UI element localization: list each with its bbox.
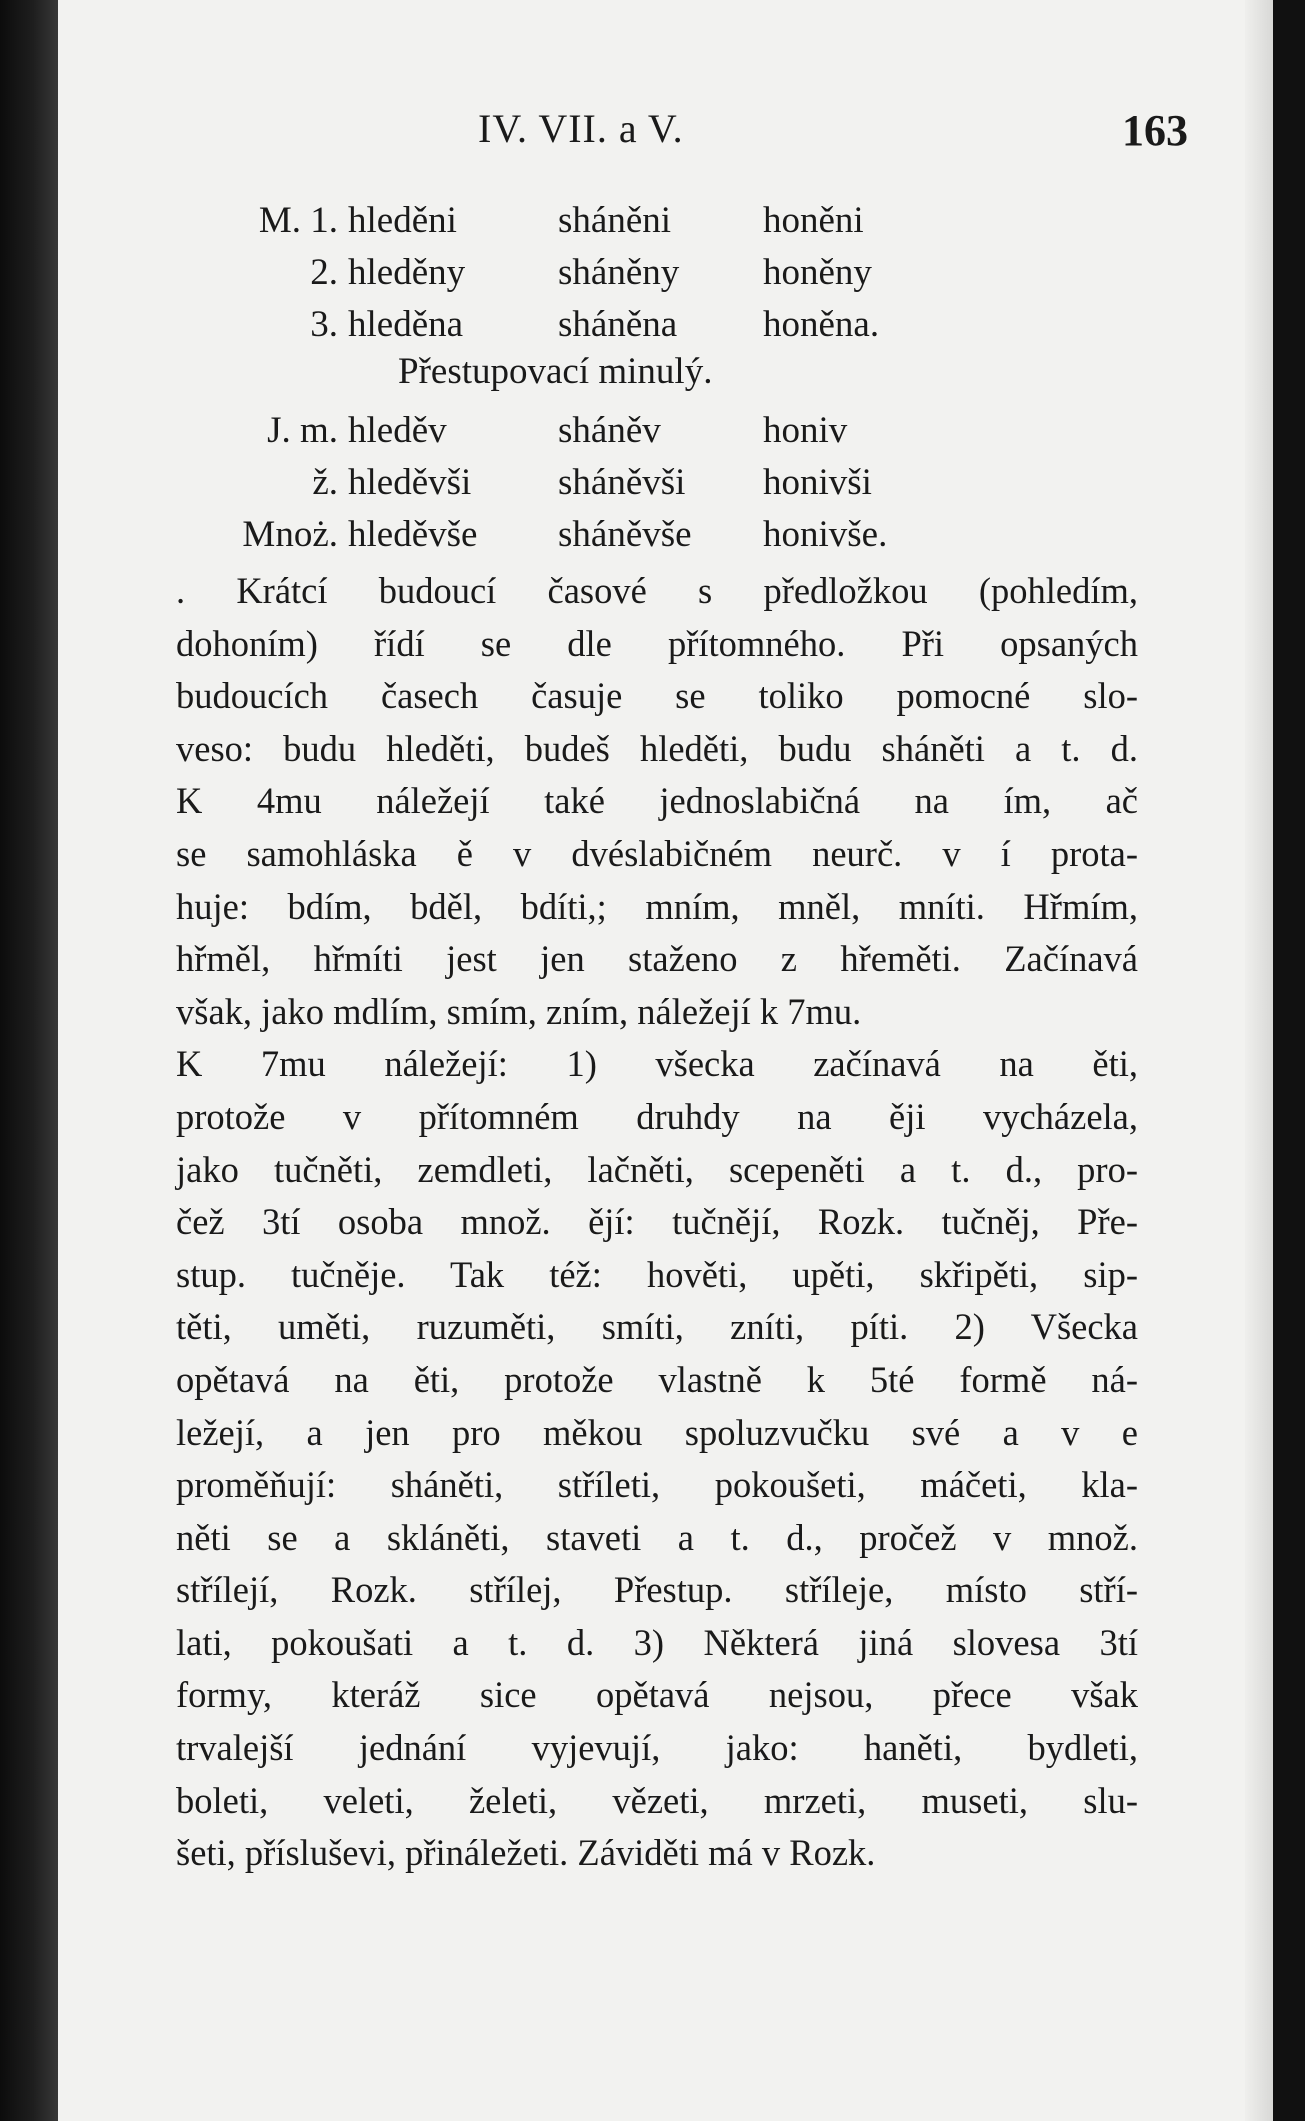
table-cell: sháněv: [558, 410, 661, 451]
table-cell: sháněvše: [558, 514, 692, 555]
row-label: J. m.: [267, 410, 338, 451]
row-label: Mnoż.: [242, 514, 338, 555]
table-cell: hleděvši: [348, 462, 472, 503]
text-line: veso: budu hleděti, budeš hleděti, budu sháněti a t. d.: [176, 727, 1138, 769]
text-line: boleti, veleti, želeti, vězeti, mrzeti, museti, slu-: [176, 1779, 1138, 1821]
table-cell: honěni: [763, 200, 864, 241]
table-cell: sháněna: [558, 304, 678, 345]
table-cell: hleděvše: [348, 514, 478, 555]
table-cell: honěny: [763, 252, 872, 293]
text-line: opětavá na ěti, protože vlastně k 5té formě ná-: [176, 1358, 1138, 1400]
table-cell: hleděni: [348, 200, 457, 241]
text-line: těti, uměti, ruzuměti, smíti, zníti, píti. 2) Všecka: [176, 1306, 1138, 1348]
text-line: budoucích časech časuje se toliko pomocné slo-: [176, 675, 1138, 717]
table-cell: sháněny: [558, 252, 680, 293]
row-label: M. 1.: [258, 200, 338, 241]
text-line: stup. tučněje. Tak též: hověti, upěti, skřipěti, sip-: [176, 1253, 1138, 1295]
text-line: formy, kteráž sice opětavá nejsou, přece však: [176, 1674, 1138, 1716]
page-header: [58, 105, 1188, 165]
text-line: čež 3tí osoba množ. ějí: tučnějí, Rozk. tučněj, Pře-: [176, 1201, 1138, 1243]
row-label: ž.: [312, 462, 338, 503]
text-line: K 7mu náležejí: 1) všecka začínavá na ěti,: [176, 1043, 1138, 1085]
row-label: 2.: [310, 252, 338, 293]
text-line: střílejí, Rozk. střílej, Přestup. stříleje, místo stří-: [176, 1569, 1138, 1611]
text-line: se samohláska ě v dvéslabičném neurč. v í prota-: [176, 832, 1138, 874]
text-line: však, jako mdlím, smím, zním, náležejí k 7mu.: [176, 990, 862, 1032]
table-cell: hleděv: [348, 410, 447, 451]
text-line: ležejí, a jen pro měkou spoluzvučku své a v e: [176, 1411, 1138, 1453]
text-line: něti se a skláněti, staveti a t. d., pročež v množ.: [176, 1516, 1138, 1558]
table-cell: honiv: [763, 410, 848, 451]
text-line: dohoním) řídí se dle přítomného. Při opsaných: [176, 622, 1138, 664]
table-cell: honivše.: [763, 514, 888, 555]
row-label: 3.: [310, 304, 338, 345]
text-line: jako tučněti, zemdleti, lačněti, scepeněti a t. d., pro-: [176, 1148, 1138, 1190]
page-edge: [1245, 0, 1273, 2121]
text-line: protože v přítomném druhdy na ěji vycházela,: [176, 1095, 1138, 1137]
table-cell: hleděny: [348, 252, 466, 293]
book-page: [58, 0, 1273, 2121]
text-line: šeti, přísluševi, přináležeti. Záviděti má v Rozk.: [176, 1832, 876, 1874]
body-paragraphs: [176, 565, 1138, 1880]
page-number: 163: [1122, 106, 1188, 155]
section-subheading: Přestupovací minulý.: [398, 351, 713, 392]
table-cell: hleděna: [348, 304, 464, 345]
text-line: . Krátcí budoucí časové s předložkou (pohledím,: [176, 570, 1138, 611]
running-head: IV. VII. a V.: [478, 106, 684, 151]
text-line: proměňují: sháněti, stříleti, pokoušeti, máčeti, kla-: [176, 1464, 1138, 1506]
table-cell: honivši: [763, 462, 872, 503]
table-cell: sháněni: [558, 200, 672, 241]
text-line: hřměl, hřmíti jest jen staženo z hřeměti. Začínavá: [176, 938, 1138, 980]
text-line: lati, pokoušati a t. d. 3) Některá jiná slovesa 3tí: [176, 1621, 1138, 1663]
text-line: trvalejší jednání vyjevují, jako: haněti, bydleti,: [176, 1727, 1138, 1769]
table-cell: honěna.: [763, 304, 880, 345]
text-line: huje: bdím, bděl, bdíti,; mním, mněl, mníti. Hřmím,: [176, 885, 1138, 927]
text-line: K 4mu náležejí také jednoslabičná na ím, ač: [176, 780, 1138, 822]
table-cell: sháněvši: [558, 462, 686, 503]
book-spine-shadow: [0, 0, 60, 2121]
